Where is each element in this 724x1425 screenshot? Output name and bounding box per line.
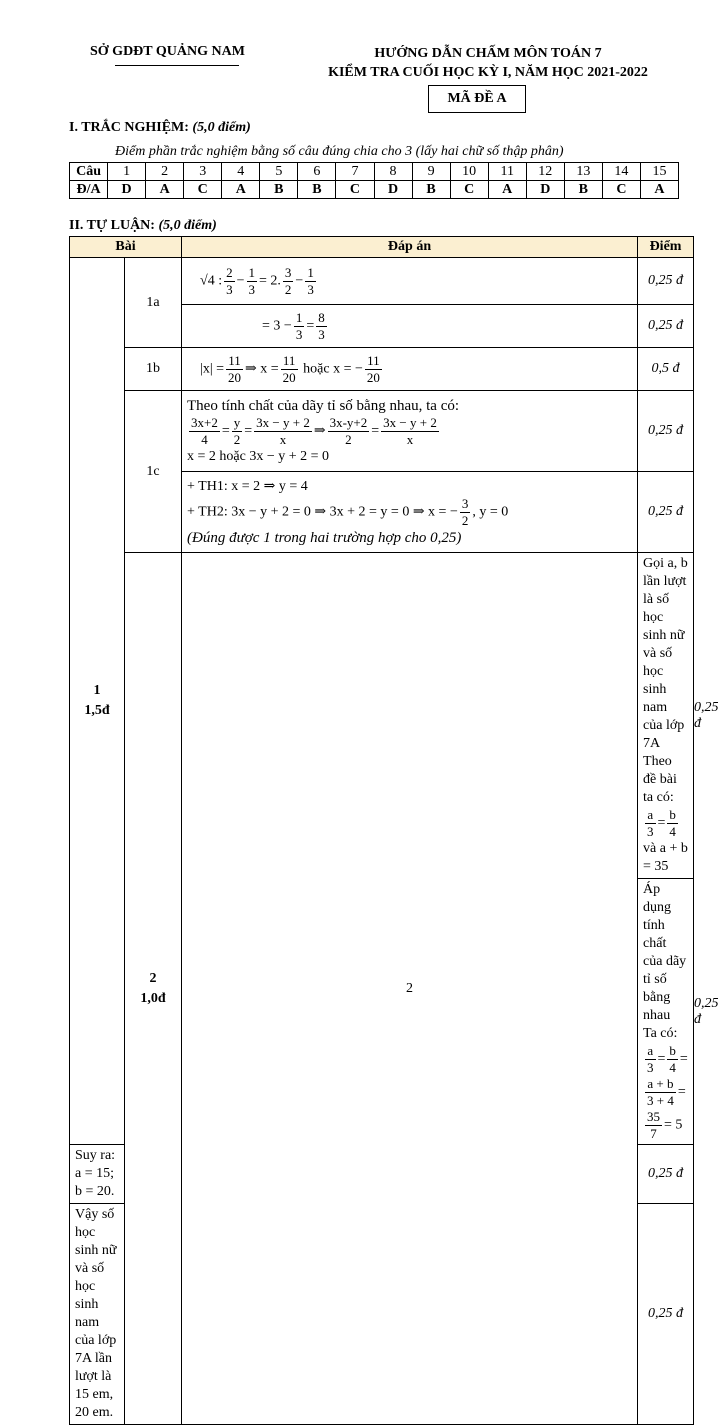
answer-cell: B	[412, 181, 450, 199]
answer-cell: A	[146, 181, 184, 199]
formula-1b: |x| = $\frac{11}{20}$ ⇒ x = $\frac{11}{20}$ hoặc x = − $\frac{11}{20}$	[182, 348, 638, 391]
row-1c-step1	[70, 391, 694, 472]
problem-1-label: 1 1,5đ	[70, 258, 125, 1145]
part1-note: Điểm phần trắc nghiệm bằng số câu đúng chia cho 3 (lấy hai chữ số thập phân)	[115, 144, 564, 159]
answer-cell: D	[108, 181, 146, 199]
answer-row	[70, 181, 679, 199]
essay-header-row	[70, 237, 694, 258]
part-2-label: 2	[182, 553, 638, 1425]
question-number-cell: 6	[298, 163, 336, 181]
question-number-cell: 7	[336, 163, 374, 181]
score-2-step4: 0,25 đ	[638, 1204, 694, 1425]
title-line-2: KIỂM TRA CUỐI HỌC KỲ I, NĂM HỌC 2021-2022	[328, 65, 648, 80]
question-number-cell: 8	[374, 163, 412, 181]
question-number-cell: 15	[640, 163, 678, 181]
part-1c-label: 1c	[125, 391, 182, 553]
answer-cell: C	[184, 181, 222, 199]
answer-cell: C	[450, 181, 488, 199]
question-number-cell: 3	[184, 163, 222, 181]
org-name: SỞ GDĐT QUẢNG NAM	[90, 44, 245, 60]
score-1b: 0,5 đ	[638, 348, 694, 391]
answer-cell: D	[374, 181, 412, 199]
answer-cell: A	[640, 181, 678, 199]
question-number-cell: 2	[146, 163, 184, 181]
question-number-cell: 1	[108, 163, 146, 181]
row-2-step1: 2 1,0đ 2 Gọi a, b lần lượt là số học sinh nữ và số học sinh nam của lớp 7A Theo đề bài ta có: $\frac{a}{3}$ = $\frac{b}{4}$ và a + b = 35 0,25 đ	[70, 553, 694, 879]
question-number-cell: 9	[412, 163, 450, 181]
question-number-cell: 10	[450, 163, 488, 181]
answer-cell: C	[336, 181, 374, 199]
part-1a-label: 1a	[125, 258, 182, 348]
score-1c-step1: 0,25 đ	[638, 391, 694, 472]
answer-cell: B	[564, 181, 602, 199]
part1-heading: I. TRẮC NGHIỆM: (5,0 điểm)	[69, 120, 251, 135]
col-bai: Bài	[70, 237, 182, 258]
col-diem: Điểm	[638, 237, 694, 258]
answer-key-table	[69, 162, 679, 199]
answer-cell: D	[526, 181, 564, 199]
part2-heading: II. TỰ LUẬN: (5,0 điểm)	[69, 218, 217, 233]
row-1b	[70, 348, 694, 391]
question-number-cell: 12	[526, 163, 564, 181]
row-1a-step1	[70, 258, 694, 305]
col-dapan: Đáp án	[182, 237, 638, 258]
formula-2-step1: Gọi a, b lần lượt là số học sinh nữ và số học sinh nam của lớp 7A Theo đề bài ta có: $\frac{a}{3}$ = $\frac{b}{4}$ và a + b = 35	[638, 553, 694, 879]
formula-1c-step1: Theo tính chất của dãy tỉ số bằng nhau, ta có: $\frac{3x+2}{4}$ = $\frac{y}{2}$ = $\frac{3x - y + 2}{x}$ ⇒ $\frac{3x-y+2}{2}$ = $\frac{3x - y + 2}{x}$ x = 2 hoặc 3x − y + 2 = 0	[182, 391, 638, 472]
answer-cell: A	[222, 181, 260, 199]
title-line-1: HƯỚNG DẪN CHẤM MÔN TOÁN 7	[374, 46, 602, 61]
formula-1a-step2: = 3 − $\frac{1}{3}$ = $\frac{8}{3}$	[182, 305, 638, 348]
row-label-cau: Câu	[70, 163, 108, 181]
formula-2-step2: Áp dụng tính chất của dãy tỉ số bằng nhau Ta có: $\frac{a}{3}$ = $\frac{b}{4}$ = $\frac{a + b}{3 + 4}$ = $\frac{35}{7}$ = 5	[638, 879, 694, 1145]
exam-code-box: MÃ ĐỀ A	[428, 85, 526, 113]
question-number-cell: 11	[488, 163, 526, 181]
question-number-cell: 4	[222, 163, 260, 181]
row-2-step2: Áp dụng tính chất của dãy tỉ số bằng nhau Ta có: $\frac{a}{3}$ = $\frac{b}{4}$ = $\frac{a + b}{3 + 4}$ = $\frac{35}{7}$ = 5 0,25 đ	[70, 879, 694, 1145]
score-1a-step1: 0,25 đ	[638, 258, 694, 305]
answer-cell: B	[298, 181, 336, 199]
text-2-step3: Suy ra: a = 15; b = 20.	[70, 1145, 125, 1204]
question-number-cell: 14	[602, 163, 640, 181]
score-1c-step2: 0,25 đ	[638, 472, 694, 553]
question-number-cell: 13	[564, 163, 602, 181]
score-2-step3: 0,25 đ	[638, 1145, 694, 1204]
answer-cell: A	[488, 181, 526, 199]
text-2-step4: Vậy số học sinh nữ và số học sinh nam của lớp 7A lần lượt là 15 em, 20 em.	[70, 1204, 125, 1425]
doc-title	[303, 44, 673, 82]
essay-table	[69, 236, 719, 1425]
formula-1c-step2: + TH1: x = 2 ⇒ y = 4 + TH2: 3x − y + 2 = 0 ⇒ 3x + 2 = y = 0 ⇒ x = − $\frac{3}{2}$ , y = 0 (Đúng được 1 trong hai trường hợp cho 0,25)	[182, 472, 638, 553]
answer-cell: B	[260, 181, 298, 199]
formula-1a-step1: √4 : $\frac{2}{3}$ − $\frac{1}{3}$ = 2. $\frac{3}{2}$ − $\frac{1}{3}$	[182, 258, 638, 305]
answer-cell: C	[602, 181, 640, 199]
org-underline	[115, 65, 239, 66]
question-number-cell: 5	[260, 163, 298, 181]
question-number-row	[70, 163, 679, 181]
row-label-da: Đ/A	[70, 181, 108, 199]
problem-2-label: 2 1,0đ	[125, 553, 182, 1425]
score-1a-step2: 0,25 đ	[638, 305, 694, 348]
part-1b-label: 1b	[125, 348, 182, 391]
